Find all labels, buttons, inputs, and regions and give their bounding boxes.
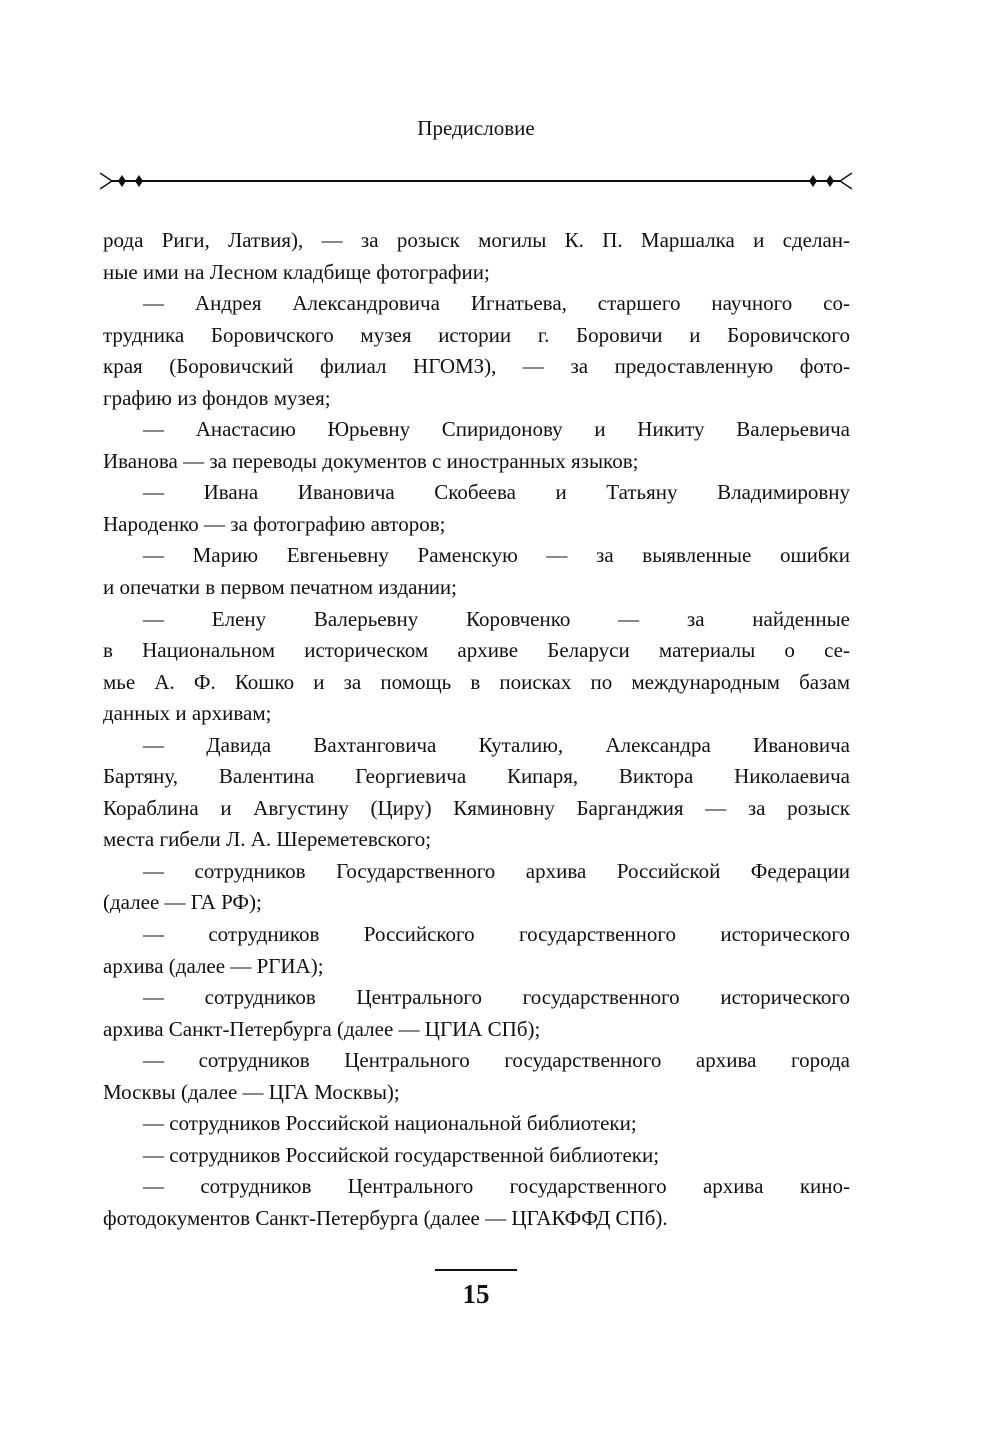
header-ornament-divider (100, 170, 852, 192)
text-line: мье А. Ф. Кошко и за помощь в поисках по международным базам (103, 669, 850, 694)
text-line: — сотрудников Российского государственного исторического (143, 922, 850, 947)
running-head-title: Предисловие (417, 116, 535, 140)
text-line: архива (далее — РГИА); (103, 953, 324, 978)
text-line: — сотрудников Государственного архива Российской Федерации (143, 858, 850, 883)
text-line: (далее — ГА РФ); (103, 890, 262, 915)
text-line: — Анастасию Юрьевну Спиридонову и Никиту Валерьевича (143, 417, 850, 442)
text-line: Кораблина и Августину (Циру) Кяминовну Барганджия — за розыск (103, 795, 850, 820)
text-line: — Елену Валерьевну Коровченко — за найденные (143, 606, 850, 631)
text-line: — сотрудников Центрального государственного архива кино- (143, 1174, 850, 1199)
page-number: 15 (462, 1279, 490, 1309)
text-line: — сотрудников Российской государственной библиотеки; (143, 1142, 660, 1167)
text-line: — сотрудников Центрального государственного исторического (143, 985, 850, 1010)
text-line: графию из фондов музея; (103, 385, 331, 410)
text-line: края (Боровичский филиал НГОМЗ), — за предоставленную фото- (103, 354, 850, 379)
text-line: Народенко — за фотографию авторов; (103, 511, 446, 536)
text-line: — Ивана Ивановича Скобеева и Татьяну Владимировну (143, 480, 850, 505)
text-line: и опечатки в первом печатном издании; (103, 575, 458, 600)
text-line: Москвы (далее — ЦГА Москвы); (103, 1079, 400, 1104)
text-line: фотодокументов Санкт-Петербурга (далее — ЦГАКФФД СПб). (103, 1205, 668, 1230)
page-number-rule (435, 1269, 517, 1271)
text-line: — Давида Вахтанговича Куталию, Александра Ивановича (143, 732, 850, 757)
text-line: данных и архивам; (103, 701, 272, 726)
text-line: — Андрея Александровича Игнатьева, старшего научного со- (143, 291, 850, 316)
text-line: в Национальном историческом архиве Беларуси материалы о се- (103, 638, 850, 663)
text-line: рода Риги, Латвия), — за розыск могилы К. П. Маршалка и сделан- (103, 228, 850, 252)
text-line: Иванова — за переводы документов с иностранных языков; (103, 448, 639, 473)
body-text (103, 225, 850, 1235)
text-line: трудника Боровичского музея истории г. Боровичи и Боровичского (103, 322, 850, 347)
text-line: — сотрудников Российской национальной библиотеки; (143, 1111, 637, 1136)
text-line: — сотрудников Центрального государственного архива города (143, 1048, 850, 1073)
text-line: места гибели Л. А. Шереметевского; (103, 827, 432, 852)
text-line: — Марию Евгеньевну Раменскую — за выявленные ошибки (143, 543, 850, 568)
text-line: Бартяну, Валентина Георгиевича Кипаря, Виктора Николаевича (103, 764, 850, 789)
text-line: ные ими на Лесном кладбище фотографии; (103, 259, 490, 284)
text-line: архива Санкт-Петербурга (далее — ЦГИА СПб); (103, 1016, 541, 1041)
